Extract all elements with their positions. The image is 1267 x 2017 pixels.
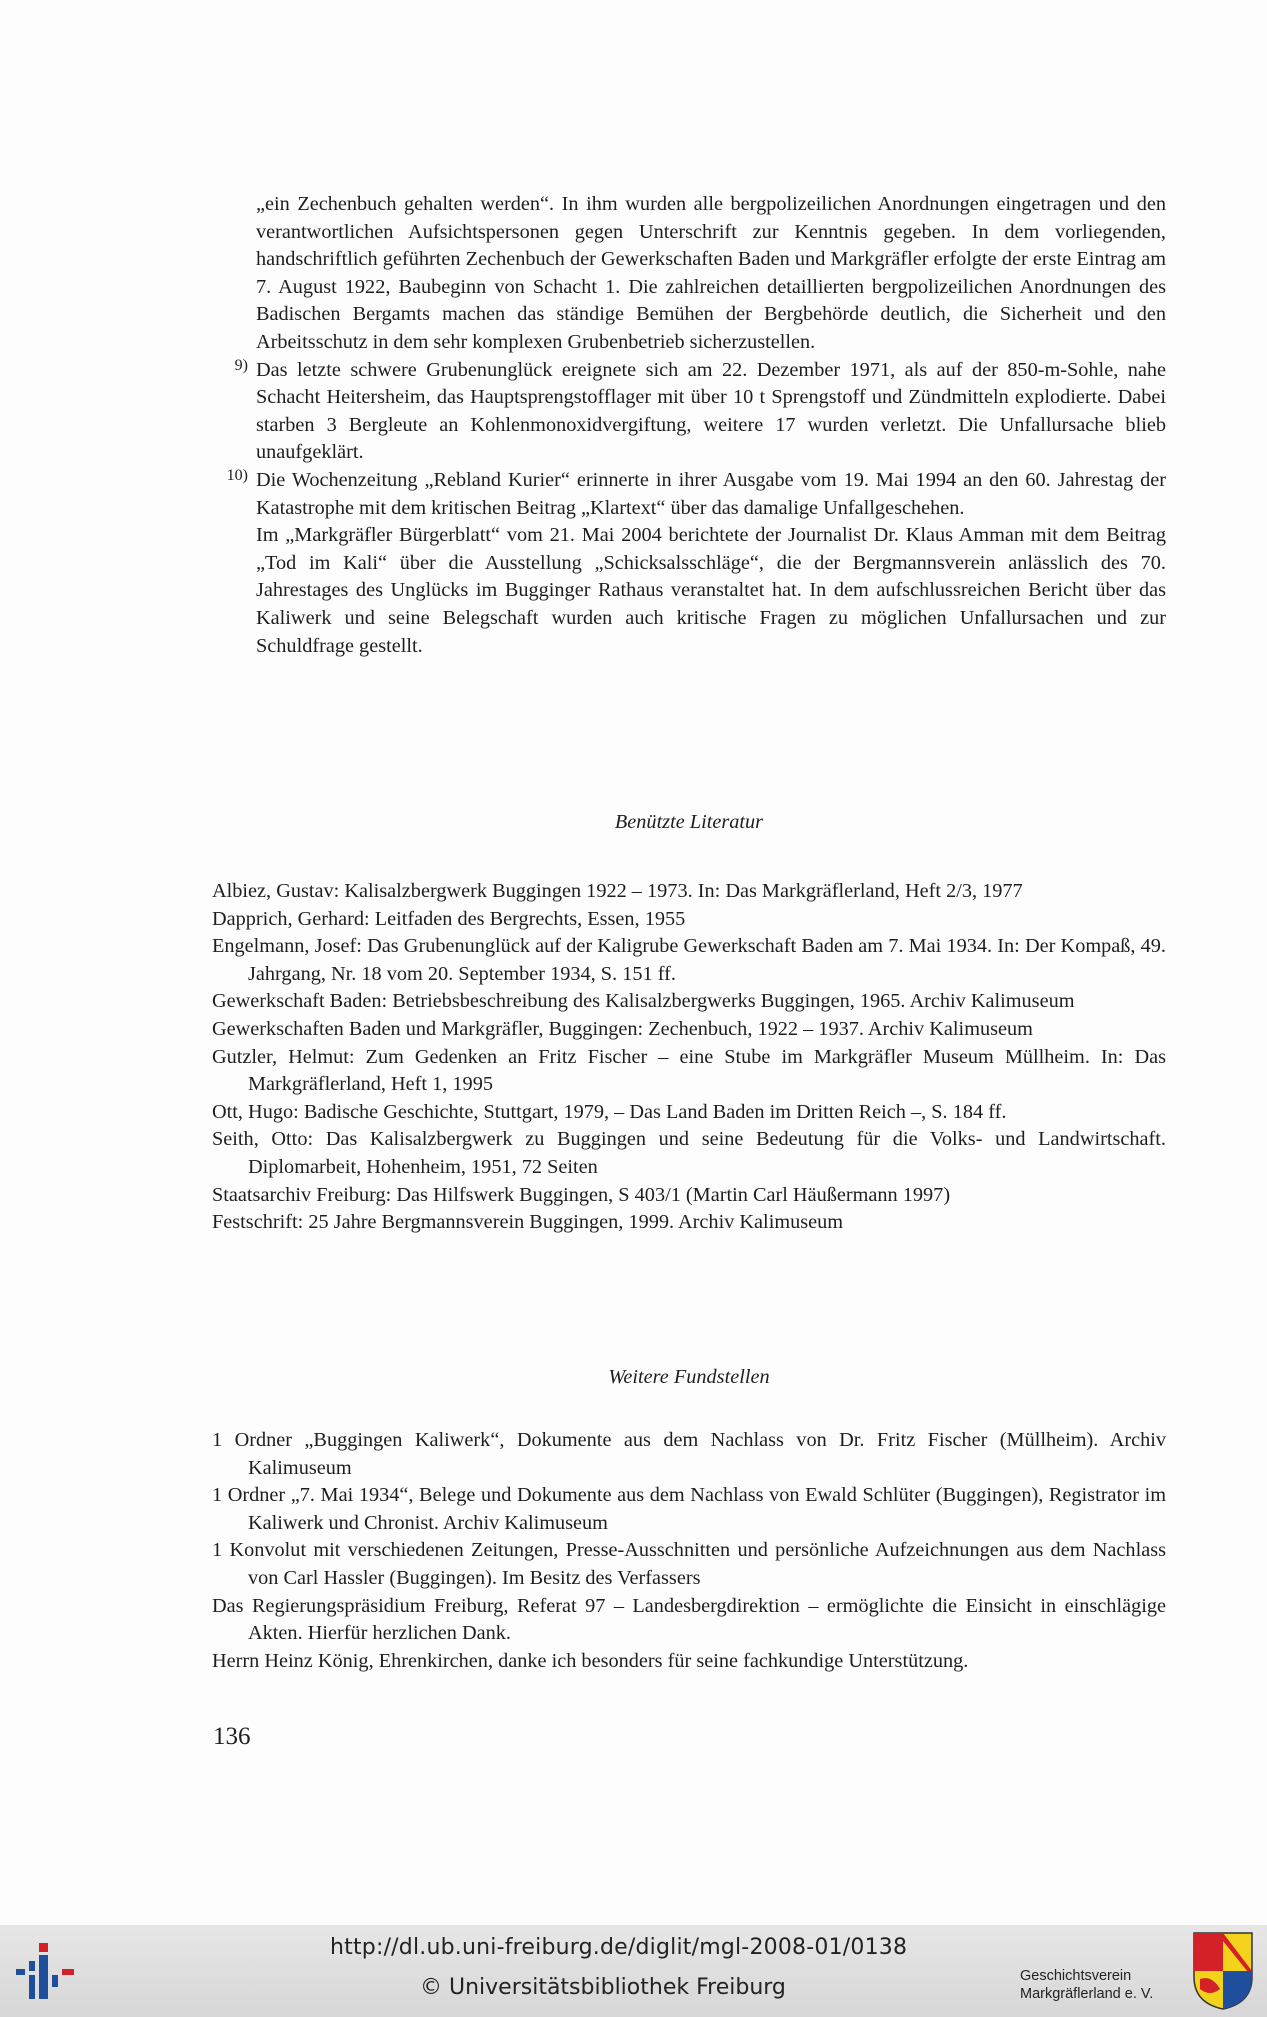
footnote-number: 10) [226, 466, 248, 484]
note-continuation: „ein Zechenbuch gehalten werden“. In ihm wurden alle bergpolizeilichen Anordnungen eingetragen und den verantwortlichen Aufsichtspersonen gegen Unterschrift zur Kenntnis gegeben. In dem vorliegenden, handschriftlich geführten Zechenbuch der Gewerkschaften Baden und Markgräfler erfolgte der erste Eintrag am 7. August 1922, Baubeginn von Schacht 1. Die zahlreichen detaillierten bergpolizeilichen Anordnungen des Badischen Bergamts machen das ständige Bemühen der Bergbehörde deutlich, die Sicherheit und den Arbeitsschutz in dem sehr komplexen Grubenbetrieb sicherzustellen. [256, 193, 1166, 353]
footnote-text: Die Wochenzeitung „Rebland Kurier“ erinnerte in ihrer Ausgabe vom 19. Mai 1994 an den 60. Jahrestag der Katastrophe mit dem kritischen Beitrag „Klartext“ über das damalige Unfallgeschehen. [256, 468, 1166, 519]
footnote-10 [212, 467, 1166, 660]
literature-section [212, 811, 1166, 834]
source-item: 1 Ordner „7. Mai 1934“, Belege und Dokumente aus dem Nachlass von Ewald Schlüter (Buggingen), Registrator im Kaliwerk und Chronist. Archiv Kalimuseum [212, 1484, 1166, 1534]
literature-item: Seith, Otto: Das Kalisalzbergwerk zu Buggingen und seine Bedeutung für die Volks- und Landwirtschaft. Diplomarbeit, Hohenheim, 1951, 72 Seiten [212, 1128, 1166, 1178]
literature-item: Festschrift: 25 Jahre Bergmannsverein Buggingen, 1999. Archiv Kalimuseum [212, 1211, 844, 1234]
society-name-line1: Geschichtsverein [1020, 1968, 1132, 1984]
notes-section [212, 191, 1166, 660]
footnote-text: Das letzte schwere Grubenunglück ereignete sich am 22. Dezember 1971, als auf der 850-m-Sohle, nahe Schacht Heitersheim, das Hauptsprengstofflager mit über 10 t Sprengstoff und Zündmitteln explodierte. Dabei starben 3 Bergleute an Kohlenmonoxidvergiftung, weitere 17 wurden verletzt. Die Unfallursache blieb unaufgeklärt. [256, 358, 1166, 464]
literature-heading: Benützte Literatur [614, 811, 764, 833]
literature-item: Gutzler, Helmut: Zum Gedenken an Fritz Fischer – eine Stube im Markgräfler Museum Müllheim. In: Das Markgräflerland, Heft 1, 1995 [212, 1045, 1166, 1096]
sources-list [212, 1427, 1166, 1675]
society-name-line2: Markgräflerland e. V. [1020, 1986, 1154, 2002]
source-item: 1 Konvolut mit verschiedenen Zeitungen, Presse-Ausschnitten und persönliche Aufzeichnungen aus dem Nachlass von Carl Hassler (Buggingen). Im Besitz des Verfassers [212, 1539, 1166, 1589]
viewer-footer [0, 1925, 1267, 2017]
literature-item: Staatsarchiv Freiburg: Das Hilfswerk Buggingen, S 403/1 (Martin Carl Häußermann 1997) [212, 1183, 951, 1206]
literature-item: Ott, Hugo: Badische Geschichte, Stuttgart, 1979, – Das Land Baden im Dritten Reich –, S. 184 ff. [212, 1100, 1007, 1123]
society-name [1020, 1967, 1153, 2003]
literature-list [212, 878, 1166, 1237]
footnote-number: 9) [234, 356, 248, 374]
literature-item: Engelmann, Josef: Das Grubenunglück auf der Kaligrube Gewerkschaft Baden am 7. Mai 1934. In: Der Kompaß, 49. Jahrgang, Nr. 18 vom 20. September 1934, S. 151 ff. [212, 935, 1166, 985]
sources-heading: Weitere Fundstellen [608, 1366, 770, 1388]
literature-item: Albiez, Gustav: Kalisalzbergwerk Buggingen 1922 – 1973. In: Das Markgräflerland, Heft 2/3, 1977 [212, 880, 1023, 902]
permalink-link[interactable]: http://dl.ub.uni-freiburg.de/diglit/mgl-2008-01/0138 [330, 1935, 908, 1960]
source-item: Herrn Heinz König, Ehrenkirchen, danke ich besonders für seine fachkundige Unterstützung. [212, 1649, 969, 1672]
footnote-9 [212, 357, 1166, 467]
copyright-text: © Universitätsbibliothek Freiburg [420, 1975, 786, 2000]
literature-item: Gewerkschaft Baden: Betriebsbeschreibung des Kalisalzbergwerks Buggingen, 1965. Archiv Kalimuseum [212, 990, 1075, 1013]
sources-section [212, 1366, 1166, 1389]
society-crest-icon [1192, 1931, 1254, 2011]
footnote-text: Im „Markgräfler Bürgerblatt“ vom 21. Mai 2004 berichtete der Journalist Dr. Klaus Amman mit dem Beitrag „Tod im Kali“ über die Ausstellung „Schicksalsschläge“, die der Bergmannsverein anlässlich des 70. Jahrestages des Unglücks im Bugginger Rathaus veranstaltet hat. In dem aufschlussreichen Bericht über das Kaliwerk und seine Belegschaft wurden auch kritische Fragen zu möglichen Unfallursachen und zur Schuldfrage gestellt. [256, 524, 1166, 657]
page-number: 136 [213, 1723, 251, 1750]
literature-item: Dapprich, Gerhard: Leitfaden des Bergrechts, Essen, 1955 [212, 907, 686, 930]
literature-item: Gewerkschaften Baden und Markgräfler, Buggingen: Zechenbuch, 1922 – 1937. Archiv Kalimuseum [212, 1017, 1033, 1040]
ub-freiburg-logo-icon[interactable] [14, 1939, 80, 2005]
source-item: Das Regierungspräsidium Freiburg, Referat 97 – Landesbergdirektion – ermöglichte die Einsicht in einschlägige Akten. Hierfür herzlichen Dank. [212, 1594, 1166, 1645]
source-item: 1 Ordner „Buggingen Kaliwerk“, Dokumente aus dem Nachlass von Dr. Fritz Fischer (Müllheim). Archiv Kalimuseum [212, 1429, 1166, 1479]
